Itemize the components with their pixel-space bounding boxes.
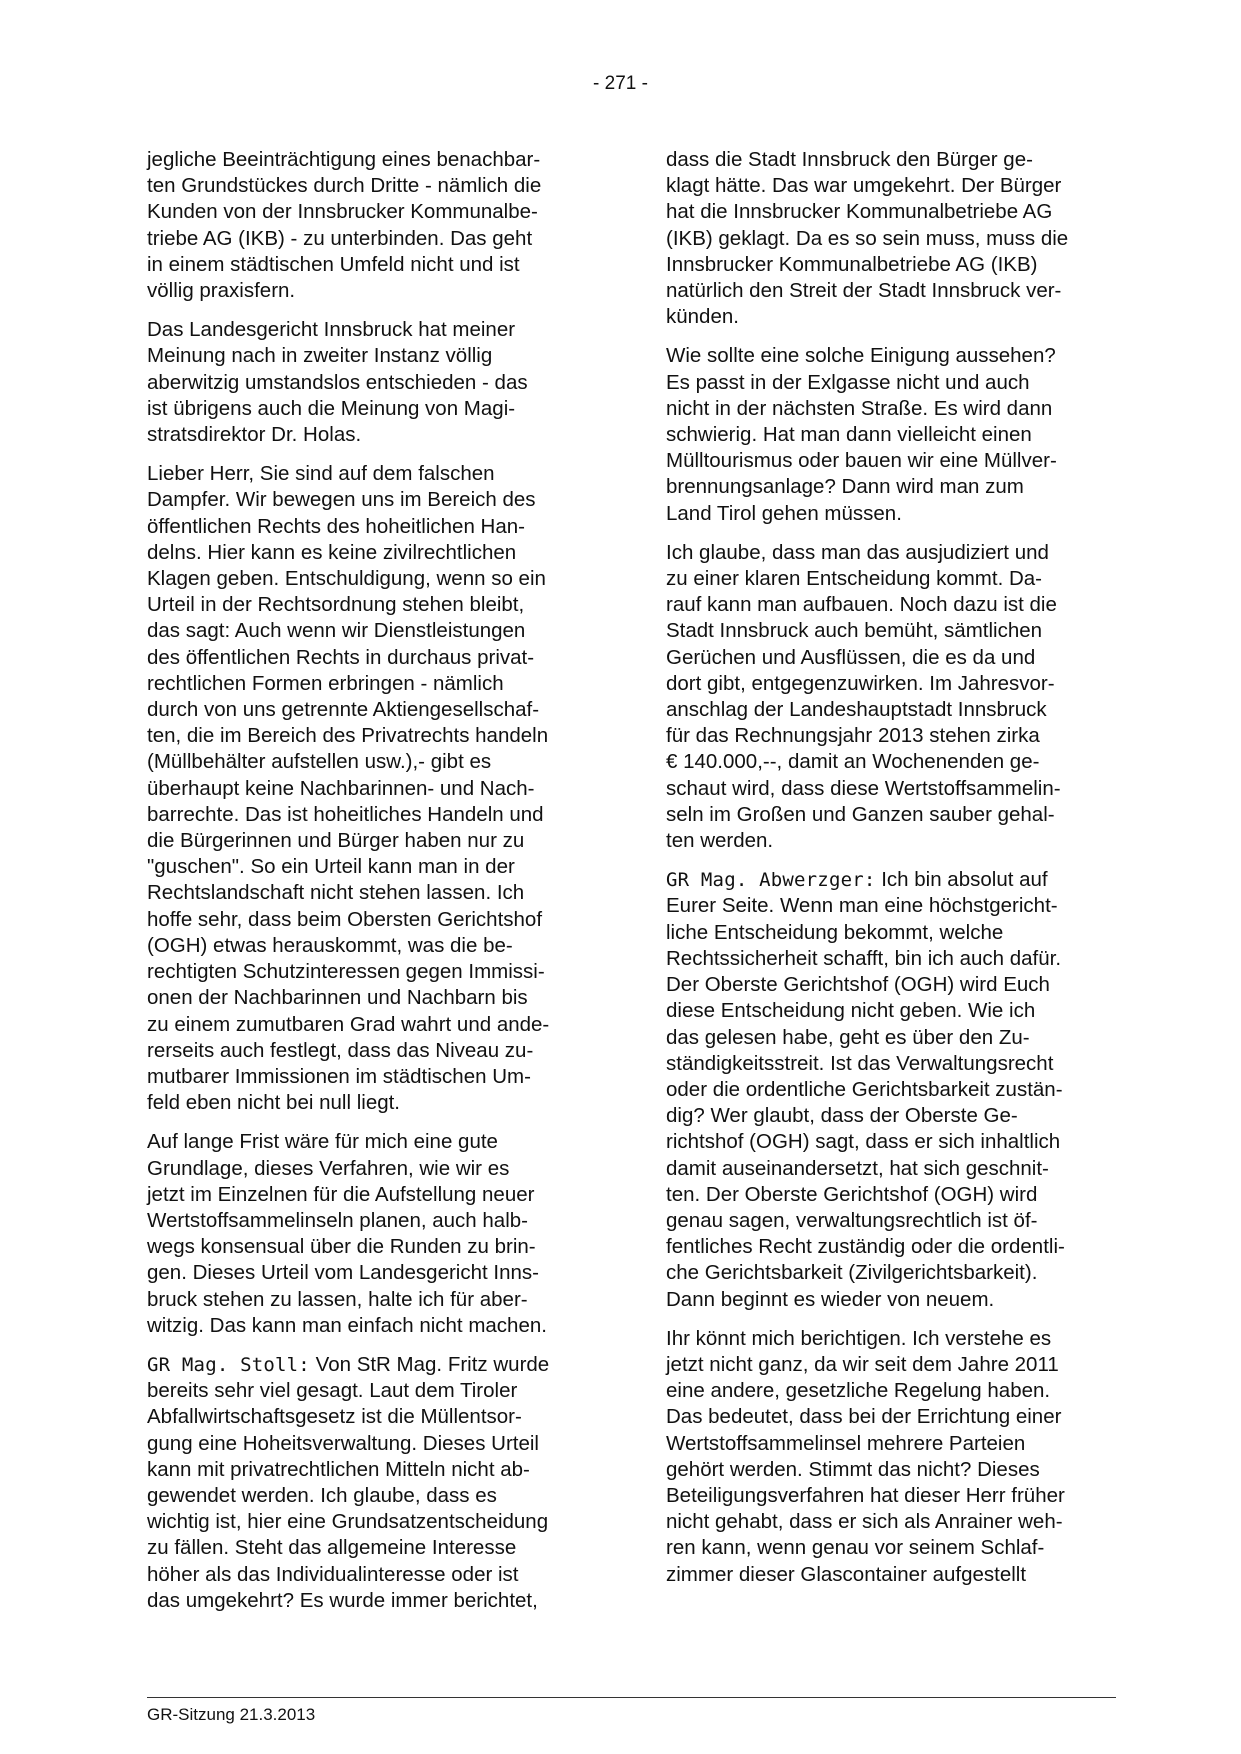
text-line (666, 566, 1113, 592)
text-line (666, 972, 1113, 998)
text-line (147, 1182, 594, 1208)
line-text: wichtig ist, hier eine Grundsatzentscheidung (147, 1510, 549, 1534)
text-line (666, 540, 1113, 566)
text-line (147, 1090, 594, 1116)
line-text: Land Tirol gehen müssen. (666, 501, 902, 525)
line-text: rechtlichen Formen erbringen - nämlich (147, 671, 504, 695)
line-text: hat die Innsbrucker Kommunalbetriebe AG (666, 200, 1053, 224)
text-line (666, 946, 1113, 972)
line-text: brennungsanlage? Dann wird man zum (666, 475, 1024, 499)
line-text: aberwitzig umstandslos entschieden - das (147, 370, 528, 394)
text-line (147, 1352, 594, 1378)
page-number: - 271 - (593, 73, 648, 94)
line-text: zu einer klaren Entscheidung kommt. Da- (666, 567, 1043, 591)
paragraph (147, 1352, 594, 1614)
text-line (147, 147, 594, 173)
line-text: delns. Hier kann es keine zivilrechtlichen (147, 540, 517, 564)
line-text: gung eine Hoheitsverwaltung. Dieses Urteil (147, 1431, 539, 1455)
text-line (666, 1103, 1113, 1129)
paragraph (666, 147, 1113, 330)
line-text: wegs konsensual über die Runden zu brin- (147, 1235, 536, 1259)
line-text: ist übrigens auch die Meinung von Magi- (147, 396, 516, 420)
line-text: Von StR Mag. Fritz wurde (309, 1352, 550, 1376)
line-text: Wertstoffsammelinsel mehrere Parteien (666, 1431, 1026, 1455)
text-line (666, 1483, 1113, 1509)
text-line (666, 422, 1113, 448)
text-line (666, 1234, 1113, 1260)
line-text: € 140.000,--, damit an Wochenenden ge- (666, 750, 1040, 774)
line-text: Es passt in der Exlgasse nicht und auch (666, 370, 1030, 394)
text-line (666, 893, 1113, 919)
text-line (666, 1535, 1113, 1561)
line-text: anschlag der Landeshauptstadt Innsbruck (666, 698, 1047, 722)
right-column (666, 147, 1113, 1601)
line-text: öffentlichen Rechts des hoheitlichen Han- (147, 514, 525, 538)
text-line (147, 1064, 594, 1090)
line-text: Grundlage, dieses Verfahren, wie wir es (147, 1156, 510, 1180)
text-line (147, 1431, 594, 1457)
line-text: fentliches Recht zuständig oder die ordentli- (666, 1235, 1065, 1259)
line-text: triebe AG (IKB) - zu unterbinden. Das geht (147, 226, 533, 250)
text-line (147, 1509, 594, 1535)
text-line (666, 1077, 1113, 1103)
text-line (147, 723, 594, 749)
line-text: eine andere, gesetzliche Regelung haben. (666, 1379, 1051, 1403)
line-text: rauf kann man aufbauen. Noch dazu ist die (666, 593, 1057, 617)
line-text: Das Landesgericht Innsbruck hat meiner (147, 318, 516, 342)
text-line (666, 1509, 1113, 1535)
text-line (147, 776, 594, 802)
line-text: die Bürgerinnen und Bürger haben nur zu (147, 829, 525, 853)
line-text: ten werden. (666, 829, 774, 853)
text-line (666, 370, 1113, 396)
text-line (666, 998, 1113, 1024)
footer-session-date: GR-Sitzung 21.3.2013 (147, 1705, 316, 1724)
line-text: mutbarer Immissionen im städtischen Um- (147, 1064, 531, 1088)
line-text: rechtigten Schutzinteressen gegen Immissi- (147, 960, 545, 984)
text-line (666, 1404, 1113, 1430)
line-text: "guschen". So ein Urteil kann man in der (147, 855, 515, 879)
text-line (147, 854, 594, 880)
line-text: nicht gehabt, dass er sich als Anrainer weh- (666, 1510, 1063, 1534)
line-text: Ich bin absolut auf (875, 868, 1048, 892)
line-text: Klagen geben. Entschuldigung, wenn so ein (147, 567, 546, 591)
text-line (666, 1260, 1113, 1286)
paragraph (666, 867, 1113, 1312)
line-text: (IKB) geklagt. Da es so sein muss, muss die (666, 226, 1069, 250)
paragraph (147, 1129, 594, 1339)
text-line (666, 147, 1113, 173)
line-text: Rechtssicherheit schafft, bin ich auch dafür. (666, 946, 1062, 970)
text-line (666, 474, 1113, 500)
line-text: jegliche Beeinträchtigung eines benachbar- (147, 148, 541, 171)
text-line (147, 252, 594, 278)
text-line (147, 226, 594, 252)
line-text: natürlich den Streit der Stadt Innsbruck ver- (666, 279, 1062, 303)
line-text: barrechte. Das ist hoheitliches Handeln und (147, 802, 544, 826)
text-line (147, 1378, 594, 1404)
line-text: höher als das Individualinteresse oder ist (147, 1562, 519, 1586)
text-line (666, 618, 1113, 644)
text-line (666, 592, 1113, 618)
text-line (666, 828, 1113, 854)
line-text: klagt hätte. Das war umgekehrt. Der Bürger (666, 174, 1062, 198)
text-line (666, 671, 1113, 697)
speaker-name: GR Mag. Stoll: (147, 1353, 310, 1376)
line-text: des öffentlichen Rechts in durchaus privat- (147, 645, 535, 669)
text-line (666, 1182, 1113, 1208)
text-line (666, 1562, 1113, 1588)
text-line (666, 920, 1113, 946)
line-text: damit auseinandersetzt, hat sich geschnit- (666, 1156, 1049, 1180)
line-text: Kunden von der Innsbrucker Kommunalbe- (147, 200, 538, 224)
line-text: zu einem zumutbaren Grad wahrt und ande- (147, 1012, 550, 1036)
text-line (666, 776, 1113, 802)
text-line (147, 1260, 594, 1286)
text-line (147, 1457, 594, 1483)
paragraph (666, 540, 1113, 854)
line-text: das umgekehrt? Es wurde immer berichtet, (147, 1588, 538, 1612)
text-line (147, 1588, 594, 1614)
text-line (666, 501, 1113, 527)
text-line (147, 422, 594, 448)
text-line (147, 1535, 594, 1561)
text-line (147, 1404, 594, 1430)
line-text: ten Grundstückes durch Dritte - nämlich die (147, 174, 542, 198)
text-line (147, 370, 594, 396)
line-text: Innsbrucker Kommunalbetriebe AG (IKB) (666, 252, 1038, 276)
line-text: ten, die im Bereich des Privatrechts handeln (147, 724, 549, 748)
line-text: Auf lange Frist wäre für mich eine gute (147, 1130, 498, 1154)
paragraph (147, 317, 594, 448)
text-line (666, 1129, 1113, 1155)
line-text: Wie sollte eine solche Einigung aussehen? (666, 344, 1056, 368)
text-line (666, 1156, 1113, 1182)
line-text: oder die ordentliche Gerichtsbarkeit zustän- (666, 1077, 1063, 1101)
text-line (666, 1378, 1113, 1404)
text-line (147, 1287, 594, 1313)
line-text: gen. Dieses Urteil vom Landesgericht Inns- (147, 1261, 539, 1285)
text-line (666, 1326, 1113, 1352)
line-text: in einem städtischen Umfeld nicht und ist (147, 252, 520, 276)
line-text: stratsdirektor Dr. Holas. (147, 423, 362, 447)
text-line (666, 252, 1113, 278)
line-text: bereits sehr viel gesagt. Laut dem Tiroler (147, 1379, 518, 1403)
text-line (147, 199, 594, 225)
text-line (147, 514, 594, 540)
text-line (147, 540, 594, 566)
line-text: dort gibt, entgegenzuwirken. Im Jahresvor- (666, 671, 1055, 695)
line-text: gehört werden. Stimmt das nicht? Dieses (666, 1457, 1040, 1481)
line-text: rerseits auch festlegt, dass das Niveau zu- (147, 1038, 534, 1062)
speaker-name: GR Mag. Abwerzger: (666, 869, 876, 892)
line-text: Stadt Innsbruck auch bemüht, sämtlichen (666, 619, 1043, 643)
text-line (666, 645, 1113, 671)
line-text: schaut wird, dass diese Wertstoffsammelin- (666, 776, 1061, 800)
line-text: onen der Nachbarinnen und Nachbarn bis (147, 986, 528, 1010)
line-text: durch von uns getrennte Aktiengesellschaf- (147, 698, 540, 722)
text-line (147, 1129, 594, 1155)
line-text: künden. (666, 305, 739, 329)
text-line (147, 907, 594, 933)
text-line (147, 959, 594, 985)
text-line (147, 278, 594, 304)
line-text: ten. Der Oberste Gerichtshof (OGH) wird (666, 1182, 1038, 1206)
line-text: Das bedeutet, dass bei der Errichtung einer (666, 1405, 1062, 1429)
text-line (666, 226, 1113, 252)
text-line (147, 1208, 594, 1234)
text-line (666, 867, 1113, 893)
paragraph (147, 147, 594, 304)
line-text: völlig praxisfern. (147, 279, 296, 303)
line-text: Gerüchen und Ausflüssen, die es da und (666, 645, 1036, 669)
text-line (147, 343, 594, 369)
line-text: richtshof (OGH) sagt, dass er sich inhaltlich (666, 1130, 1061, 1154)
text-line (147, 1012, 594, 1038)
paragraph (666, 1326, 1113, 1588)
line-text: Ihr könnt mich berichtigen. Ich verstehe es (666, 1326, 1052, 1350)
line-text: überhaupt keine Nachbarinnen- und Nach- (147, 776, 535, 800)
left-column (147, 147, 594, 1627)
line-text: diese Entscheidung nicht geben. Wie ich (666, 999, 1036, 1023)
text-line (666, 1051, 1113, 1077)
text-line (147, 1234, 594, 1260)
text-line (666, 199, 1113, 225)
text-line (147, 566, 594, 592)
line-text: Beteiligungsverfahren hat dieser Herr früher (666, 1483, 1065, 1507)
line-text: Abfallwirtschaftsgesetz ist die Müllentsor- (147, 1405, 522, 1429)
line-text: witzig. Das kann man einfach nicht machen. (147, 1313, 547, 1337)
text-line (666, 1287, 1113, 1313)
text-line (666, 1457, 1113, 1483)
text-line (147, 645, 594, 671)
line-text: Meinung nach in zweiter Instanz völlig (147, 344, 493, 368)
text-line (147, 173, 594, 199)
line-text: Urteil in der Rechtsordnung stehen bleibt, (147, 593, 525, 617)
text-line (147, 802, 594, 828)
text-line (666, 448, 1113, 474)
text-line (147, 487, 594, 513)
text-line (666, 1025, 1113, 1051)
line-text: ständigkeitsstreit. Ist das Verwaltungsrecht (666, 1051, 1054, 1075)
text-line (147, 618, 594, 644)
line-text: dig? Wer glaubt, dass der Oberste Ge- (666, 1104, 1018, 1128)
text-line (147, 985, 594, 1011)
text-line (666, 343, 1113, 369)
line-text: Dampfer. Wir bewegen uns im Bereich des (147, 488, 536, 512)
text-line (666, 1431, 1113, 1457)
text-line (147, 461, 594, 487)
text-line (147, 1038, 594, 1064)
line-text: Der Oberste Gerichtshof (OGH) wird Euch (666, 973, 1050, 997)
line-text: Lieber Herr, Sie sind auf dem falschen (147, 462, 495, 486)
paragraph (666, 343, 1113, 526)
text-line (147, 933, 594, 959)
line-text: liche Entscheidung bekommt, welche (666, 920, 1004, 944)
text-line (147, 592, 594, 618)
text-line (147, 1562, 594, 1588)
text-line (147, 671, 594, 697)
text-line (147, 1313, 594, 1339)
line-text: kann mit privatrechtlichen Mitteln nicht ab- (147, 1457, 530, 1481)
text-line (147, 749, 594, 775)
text-line (147, 396, 594, 422)
line-text: Eurer Seite. Wenn man eine höchstgericht- (666, 894, 1058, 918)
line-text: che Gerichtsbarkeit (Zivilgerichtsbarkeit). (666, 1261, 1038, 1285)
text-line (147, 697, 594, 723)
text-line (147, 1483, 594, 1509)
text-line (666, 1352, 1113, 1378)
line-text: das sagt: Auch wenn wir Dienstleistungen (147, 619, 526, 643)
line-text: das gelesen habe, geht es über den Zu- (666, 1025, 1030, 1049)
line-text: Dann beginnt es wieder von neuem. (666, 1287, 995, 1311)
line-text: jetzt im Einzelnen für die Aufstellung neuer (147, 1182, 535, 1206)
line-text: schwierig. Hat man dann vielleicht einen (666, 423, 1032, 447)
line-text: feld eben nicht bei null liegt. (147, 1091, 401, 1115)
text-line (147, 880, 594, 906)
text-line (666, 697, 1113, 723)
line-text: Mülltourismus oder bauen wir eine Müllver- (666, 449, 1057, 473)
text-line (147, 317, 594, 343)
footer-divider (147, 1697, 1116, 1698)
text-line (666, 173, 1113, 199)
text-line (147, 828, 594, 854)
text-line (666, 396, 1113, 422)
line-text: zimmer dieser Glascontainer aufgestellt (666, 1562, 1027, 1586)
line-text: Wertstoffsammelinseln planen, auch halb- (147, 1208, 528, 1232)
line-text: jetzt nicht ganz, da wir seit dem Jahre 2011 (666, 1352, 1059, 1376)
text-line (666, 278, 1113, 304)
text-line (666, 749, 1113, 775)
line-text: seln im Großen und Ganzen sauber gehal- (666, 802, 1055, 826)
line-text: genau sagen, verwaltungsrechtlich ist öf- (666, 1208, 1038, 1232)
line-text: zu fällen. Steht das allgemeine Interesse (147, 1536, 517, 1560)
line-text: Ich glaube, dass man das ausjudiziert und (666, 540, 1049, 564)
text-line (666, 1208, 1113, 1234)
text-line (147, 1156, 594, 1182)
paragraph (147, 461, 594, 1116)
line-text: nicht in der nächsten Straße. Es wird dann (666, 396, 1053, 420)
line-text: dass die Stadt Innsbruck den Bürger ge- (666, 148, 1033, 171)
line-text: Rechtslandschaft nicht stehen lassen. Ich (147, 881, 525, 905)
line-text: bruck stehen zu lassen, halte ich für aber- (147, 1287, 528, 1311)
line-text: ren kann, wenn genau vor seinem Schlaf- (666, 1536, 1045, 1560)
line-text: gewendet werden. Ich glaube, dass es (147, 1483, 497, 1507)
text-line (666, 802, 1113, 828)
text-line (666, 304, 1113, 330)
line-text: (Müllbehälter aufstellen usw.),- gibt es (147, 750, 492, 774)
line-text: für das Rechnungsjahr 2013 stehen zirka (666, 724, 1040, 748)
line-text: hoffe sehr, dass beim Obersten Gerichtshof (147, 907, 543, 931)
text-line (666, 723, 1113, 749)
line-text: (OGH) etwas herauskommt, was die be- (147, 933, 513, 957)
